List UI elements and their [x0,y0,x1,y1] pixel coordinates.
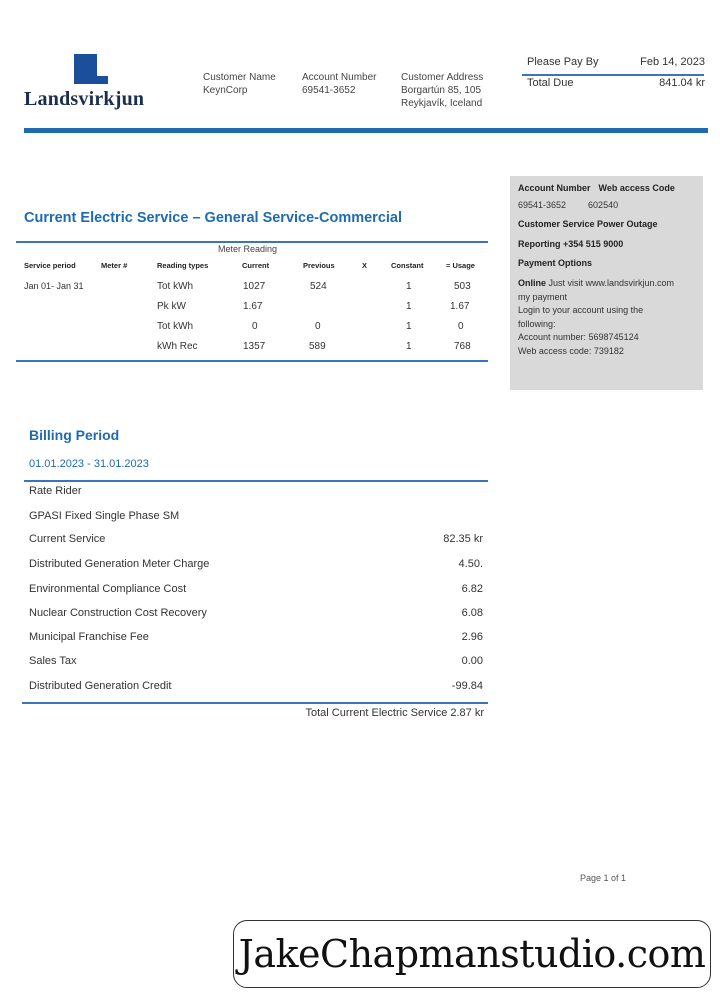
sidebar-web-access-label: Web access Code [598,183,675,193]
billing-period-dates: 01.01.2023 - 31.01.2023 [29,458,149,470]
charge-label: Distributed Generation Meter Charge [29,558,210,570]
online-label: Online [518,277,547,288]
header-current: Current [242,261,270,270]
company-logo-icon [74,54,108,84]
meter-row-type: Pk kW [157,301,186,312]
header-service-period: Service period [24,261,76,270]
meter-row-type: kWh Rec [157,341,198,352]
meter-reading-caption: Meter Reading [218,244,278,254]
charge-value: 82.35 kr [443,533,483,545]
page-number: Page 1 of 1 [580,873,627,883]
customer-address-label: Customer Address [401,72,484,83]
billing-bottom-rule [22,702,488,704]
charge-label: Sales Tax [29,655,77,667]
sidebar-account-number-label: Account Number [518,183,591,193]
payment-options-label: Payment Options [518,258,593,269]
meter-table-top-rule [16,241,488,243]
meter-row-current: 1357 [243,341,266,352]
meter-row-previous: 589 [309,341,326,352]
sidebar-web-access-code: 602540 [588,199,619,210]
charge-label: Nuclear Construction Cost Recovery [29,607,207,619]
meter-row-previous: 524 [310,281,327,292]
meter-table-bottom-rule [16,360,488,362]
pay-divider [522,74,704,76]
header-x: X [362,261,368,270]
meter-row-usage: 768 [454,341,471,352]
customer-name-value: KeynCorp [203,85,248,96]
plan-label: GPASI Fixed Single Phase SM [29,510,180,522]
charge-label: Municipal Franchise Fee [29,631,149,643]
charge-value: -99.84 [451,680,483,692]
service-period-value: Jan 01- Jan 31 [24,281,84,291]
charge-label: Distributed Generation Credit [29,680,172,692]
total-electric-service: Total Current Electric Service 2.87 kr [305,707,484,719]
electric-service-title: Current Electric Service – General Service-Commercial [24,210,402,226]
watermark-text: JakeChapmanstudio.com [238,932,706,976]
meter-row-constant: 1 [406,341,412,352]
sidebar-account-number: 69541-3652 [518,199,567,210]
account-number-label: Account Number [302,72,377,83]
charge-label: Current Service [29,533,106,545]
meter-row-constant: 1 [406,281,412,292]
account-sidebar [510,176,703,390]
customer-name-block [203,71,276,97]
company-name: Landsvirkjun [24,88,145,110]
customer-address-block [401,71,483,110]
charge-value: 6.82 [461,583,483,595]
online-text: Just visit www.landsvirkjun.com [546,277,675,288]
meter-row-constant: 1 [406,321,412,332]
address-line-1: Borgartún 85, 105 [401,85,482,96]
header-meter: Meter # [101,261,128,270]
charge-value: 4.50. [458,558,483,570]
account-number-block [302,71,376,97]
rate-rider-label: Rate Rider [29,485,82,497]
total-due-label: Total Due [527,77,574,89]
total-due-value: 841.04 kr [659,77,705,89]
meter-row-current: 1027 [243,281,266,292]
meter-row-current: 1.67 [243,301,263,312]
meter-row-previous: 0 [315,321,321,332]
please-pay-by-label: Please Pay By [527,56,599,68]
charge-value: 0.00 [461,655,483,667]
meter-row-usage: 503 [454,281,471,292]
sidebar-line-my-payment: my payment [518,291,568,302]
outage-reporting: Reporting +354 515 9000 [518,238,624,249]
watermark-banner [233,920,711,988]
charge-value: 6.08 [461,607,483,619]
account-number-value: 69541-3652 [302,85,356,96]
charge-label: Environmental Compliance Cost [29,583,187,595]
header-constant: Constant [391,261,424,270]
sidebar-line-account-number: Account number: 5698745124 [518,332,639,343]
payment-summary [527,56,705,89]
meter-row-current: 0 [252,321,258,332]
pay-by-date: Feb 14, 2023 [640,56,705,68]
sidebar-line-web-access: Web access code: 739182 [518,345,624,356]
header-reading-types: Reading types [157,261,209,270]
charge-value: 2.96 [461,631,483,643]
customer-name-label: Customer Name [203,72,276,83]
sidebar-line-login: Login to your account using the [518,305,644,316]
meter-row-constant: 1 [406,301,412,312]
header-rule [24,128,708,133]
sidebar-line-following: following: [518,318,556,329]
billing-period-title: Billing Period [29,427,120,443]
meter-row-usage: 0 [458,321,464,332]
billing-top-rule [24,480,488,482]
meter-row-usage: 1.67 [450,301,470,312]
meter-row-type: Tot kWh [157,321,194,332]
address-line-2: Reykjavík, Iceland [401,98,483,109]
header-previous: Previous [303,261,335,270]
customer-service-label: Customer Service Power Outage [518,219,658,230]
header-usage: = Usage [446,261,475,270]
meter-row-type: Tot kWh [157,281,194,292]
